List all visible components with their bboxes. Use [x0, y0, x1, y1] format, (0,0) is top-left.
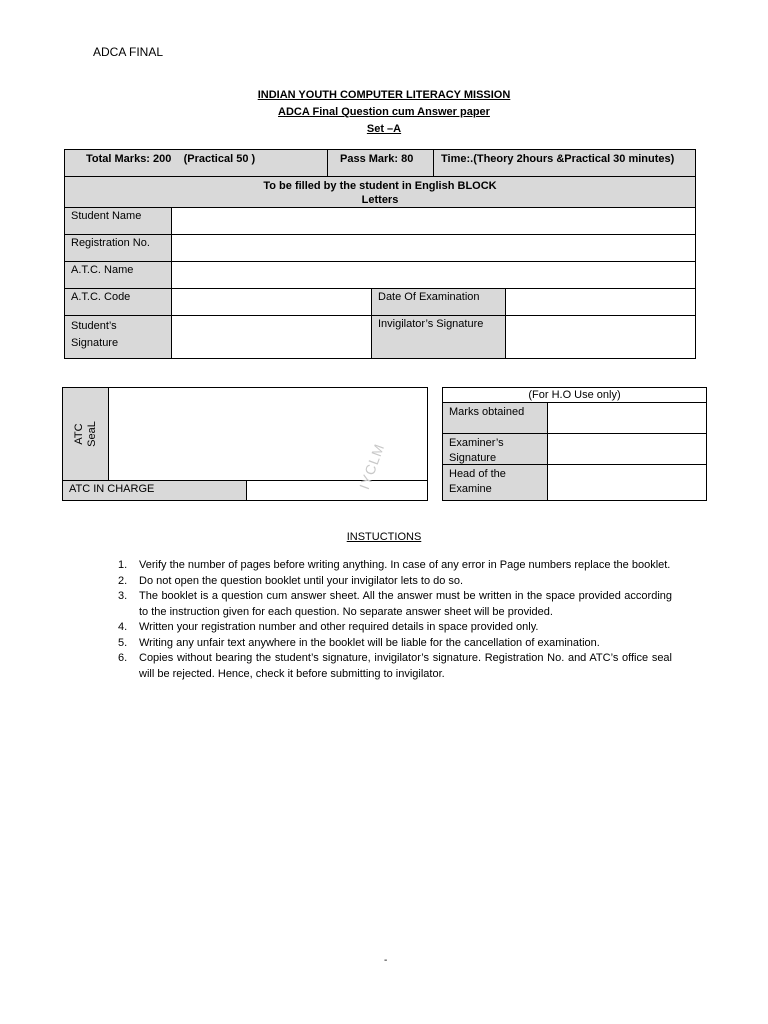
- marks-obtained-row: [443, 403, 706, 434]
- head-examiner-field[interactable]: [548, 465, 706, 500]
- fill-note: [65, 177, 695, 208]
- atc-seal-label: [73, 421, 99, 447]
- watermark: IYCLM: [356, 441, 388, 492]
- atc-name-row: [65, 262, 695, 289]
- atc-seal-label-line2: SeaL: [86, 421, 98, 447]
- title-block: [0, 87, 768, 138]
- instruction-text: Do not open the question booklet until your invigilator lets to do so.: [139, 574, 464, 587]
- student-signature-label-line2: Signature: [71, 337, 119, 349]
- instruction-text: The booklet is a question cum answer sheet. All the answer must be written in the space provided according to the instruction given for each question. No separate answer sheet will be provided.: [139, 590, 672, 618]
- head-examiner-row: [443, 465, 706, 500]
- instruction-text: Copies without bearing the student’s signature, invigilator’s signature. Registration No. and ATC’s office seal will be rejected. Hence, check it before submitting to invigilator.: [139, 652, 672, 680]
- instruction-item: [118, 589, 672, 620]
- instructions-list: [118, 558, 672, 682]
- instruction-item: [118, 636, 672, 652]
- invigilator-signature-label: Invigilator’s Signature: [372, 316, 506, 358]
- registration-label: Registration No.: [65, 235, 172, 261]
- student-signature-field[interactable]: [172, 316, 372, 358]
- atc-seal-label-line1: ATC: [73, 423, 85, 445]
- marks-row: [65, 150, 695, 177]
- head-examiner-label: [443, 465, 548, 500]
- total-marks: Total Marks: 200: [86, 153, 172, 165]
- marks-obtained-field[interactable]: [548, 403, 706, 433]
- instruction-item: [118, 651, 672, 682]
- instruction-number: 2.: [118, 574, 128, 587]
- instruction-number: 3.: [118, 590, 128, 602]
- practical-marks: (Practical 50 ): [183, 153, 256, 165]
- signature-row: [65, 316, 695, 358]
- student-name-field[interactable]: [172, 208, 695, 234]
- atc-in-charge-label: ATC IN CHARGE: [63, 481, 247, 500]
- instruction-item: [118, 574, 672, 590]
- atc-name-field[interactable]: [172, 262, 695, 288]
- ho-use-box: [442, 387, 707, 501]
- atc-code-field[interactable]: [172, 289, 372, 315]
- fill-note-line1: To be filled by the student in English BLOCK: [263, 180, 497, 192]
- total-marks-cell: [65, 150, 328, 176]
- atc-name-label: A.T.C. Name: [65, 262, 172, 288]
- student-signature-label: [65, 316, 172, 358]
- student-name-label: Student Name: [65, 208, 172, 234]
- instruction-number: 4.: [118, 621, 128, 633]
- date-exam-label: Date Of Examination: [372, 289, 506, 315]
- examiner-signature-row: [443, 434, 706, 465]
- instruction-text: Written your registration number and other required details in space provided only.: [139, 621, 539, 633]
- atc-code-row: [65, 289, 695, 316]
- student-details-table: [64, 149, 696, 359]
- examiner-signature-label-line1: Examiner’s: [449, 437, 504, 449]
- instruction-text: Writing any unfair text anywhere in the booklet will be liable for the cancellation of examination.: [139, 636, 600, 649]
- registration-field[interactable]: [172, 235, 695, 261]
- atc-code-label: A.T.C. Code: [65, 289, 172, 315]
- organization-title: INDIAN YOUTH COMPUTER LITERACY MISSION: [257, 89, 511, 101]
- atc-in-charge-field[interactable]: [247, 481, 427, 500]
- registration-row: [65, 235, 695, 262]
- instruction-number: 6.: [118, 652, 128, 664]
- head-examiner-label-line2: Examine: [449, 483, 492, 495]
- page-footer-mark: -: [384, 955, 388, 966]
- fill-note-line2: Letters: [361, 194, 399, 206]
- student-name-row: [65, 208, 695, 235]
- instruction-number: 5.: [118, 636, 128, 649]
- ho-use-heading: (For H.O Use only): [443, 388, 706, 403]
- paper-title: ADCA Final Question cum Answer paper: [278, 106, 490, 118]
- examiner-signature-field[interactable]: [548, 434, 706, 464]
- marks-obtained-label: Marks obtained: [443, 403, 548, 433]
- atc-seal-label-cell: [63, 388, 109, 480]
- head-examiner-label-line1: Head of the: [449, 468, 506, 480]
- exam-time: Time:.(Theory 2hours &Practical 30 minutes): [441, 153, 675, 165]
- pass-mark: Pass Mark: 80: [328, 150, 434, 176]
- examiner-signature-label: [443, 434, 548, 464]
- instruction-item: [118, 620, 672, 636]
- instruction-number: 1.: [118, 559, 128, 571]
- set-label: Set –A: [366, 123, 402, 135]
- student-signature-label-line1: Student’s: [71, 320, 117, 332]
- document-header-label: ADCA FINAL: [93, 45, 164, 59]
- invigilator-signature-field[interactable]: [506, 316, 695, 358]
- instructions-title: INSTUCTIONS: [346, 531, 422, 543]
- instruction-text: Verify the number of pages before writing anything. In case of any error in Page numbers replace the booklet.: [139, 559, 671, 571]
- instruction-item: [118, 558, 672, 574]
- examiner-signature-label-line2: Signature: [449, 452, 497, 464]
- date-exam-field[interactable]: [506, 289, 695, 315]
